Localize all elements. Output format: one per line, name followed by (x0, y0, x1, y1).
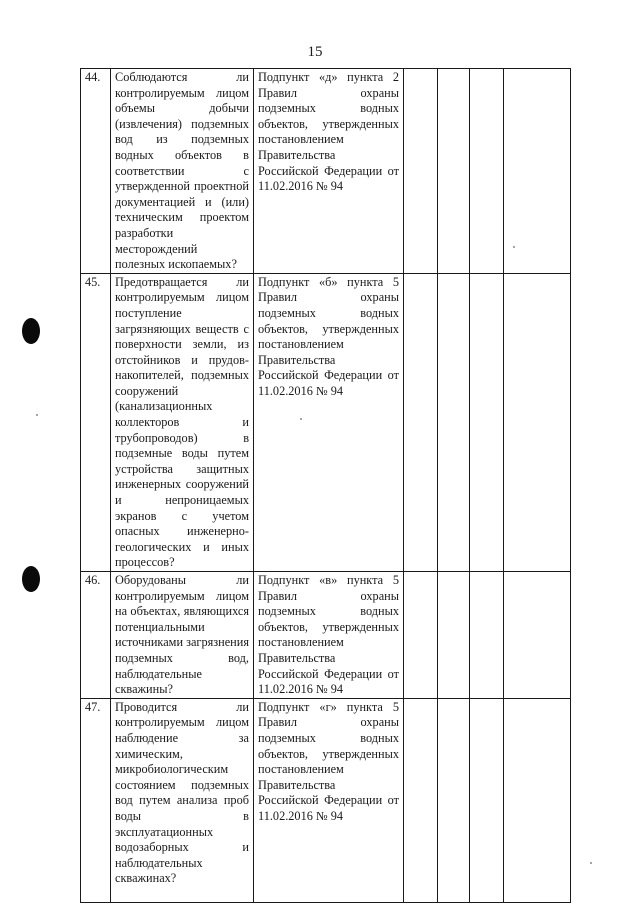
row-number: 45. (81, 273, 111, 571)
table-row (81, 273, 571, 571)
answer-not-applicable-cell[interactable] (470, 572, 504, 699)
answer-not-applicable-cell[interactable] (470, 69, 504, 274)
question-cell: Оборудованы ли контролируемым лицом на объектах, являющихся потенциальными источниками загрязнения подземных вод, наблюдательные скважины? (111, 572, 254, 699)
row-number: 46. (81, 572, 111, 699)
scan-speck (300, 418, 302, 420)
table-row (81, 698, 571, 902)
answer-yes-cell[interactable] (404, 572, 438, 699)
question-cell: Предотвращается ли контролируемым лицом поступление загрязняющих веществ с поверхности земли, из отстойников и прудов-накопителей, подземных сооружений (канализационных коллекторов и трубопроводов) в подземные воды путем устройства защитных инженерных сооружений и непроницаемых экранов с учетом опасных инженерно-геологических и иных процессов? (111, 273, 254, 571)
table-row (81, 572, 571, 699)
answer-yes-cell[interactable] (404, 698, 438, 902)
punch-hole-bottom (22, 566, 40, 592)
answer-not-applicable-cell[interactable] (470, 698, 504, 902)
answer-yes-cell[interactable] (404, 69, 438, 274)
checklist-table (80, 68, 571, 903)
scan-speck (36, 414, 38, 416)
question-cell: Соблюдаются ли контролируемым лицом объемы добычи (извлечения) подземных вод из подземных водных объектов в соответствии с утвержденной проектной документацией и (или) техническим проектом разработки месторождений полезных ископаемых? (111, 69, 254, 274)
punch-hole-top (22, 318, 40, 344)
answer-yes-cell[interactable] (404, 273, 438, 571)
page-number: 15 (307, 44, 323, 60)
legal-basis-cell: Подпункт «б» пункта 5 Правил охраны подземных водных объектов, утвержденных постановлением Правительства Российской Федерации от 11.02.2016 № 94 (254, 273, 404, 571)
note-cell[interactable] (504, 698, 571, 902)
legal-basis-cell: Подпункт «д» пункта 2 Правил охраны подземных водных объектов, утвержденных постановлением Правительства Российской Федерации от 11.02.2016 № 94 (254, 69, 404, 274)
question-cell: Проводится ли контролируемым лицом наблюдение за химическим, микробиологическим состоянием подземных вод путем анализа проб воды в эксплуатационных водозаборных и наблюдательных скважинах? (111, 698, 254, 902)
table-row (81, 69, 571, 274)
answer-no-cell[interactable] (438, 273, 470, 571)
row-number: 44. (81, 69, 111, 274)
scan-speck (590, 862, 592, 864)
answer-not-applicable-cell[interactable] (470, 273, 504, 571)
legal-basis-cell: Подпункт «г» пункта 5 Правил охраны подземных водных объектов, утвержденных постановлением Правительства Российской Федерации от 11.02.2016 № 94 (254, 698, 404, 902)
row-number: 47. (81, 698, 111, 902)
note-cell[interactable] (504, 69, 571, 274)
answer-no-cell[interactable] (438, 698, 470, 902)
legal-basis-cell: Подпункт «в» пункта 5 Правил охраны подземных водных объектов, утвержденных постановлением Правительства Российской Федерации от 11.02.2016 № 94 (254, 572, 404, 699)
note-cell[interactable] (504, 572, 571, 699)
answer-no-cell[interactable] (438, 572, 470, 699)
answer-no-cell[interactable] (438, 69, 470, 274)
note-cell[interactable] (504, 273, 571, 571)
scan-speck (513, 246, 515, 248)
